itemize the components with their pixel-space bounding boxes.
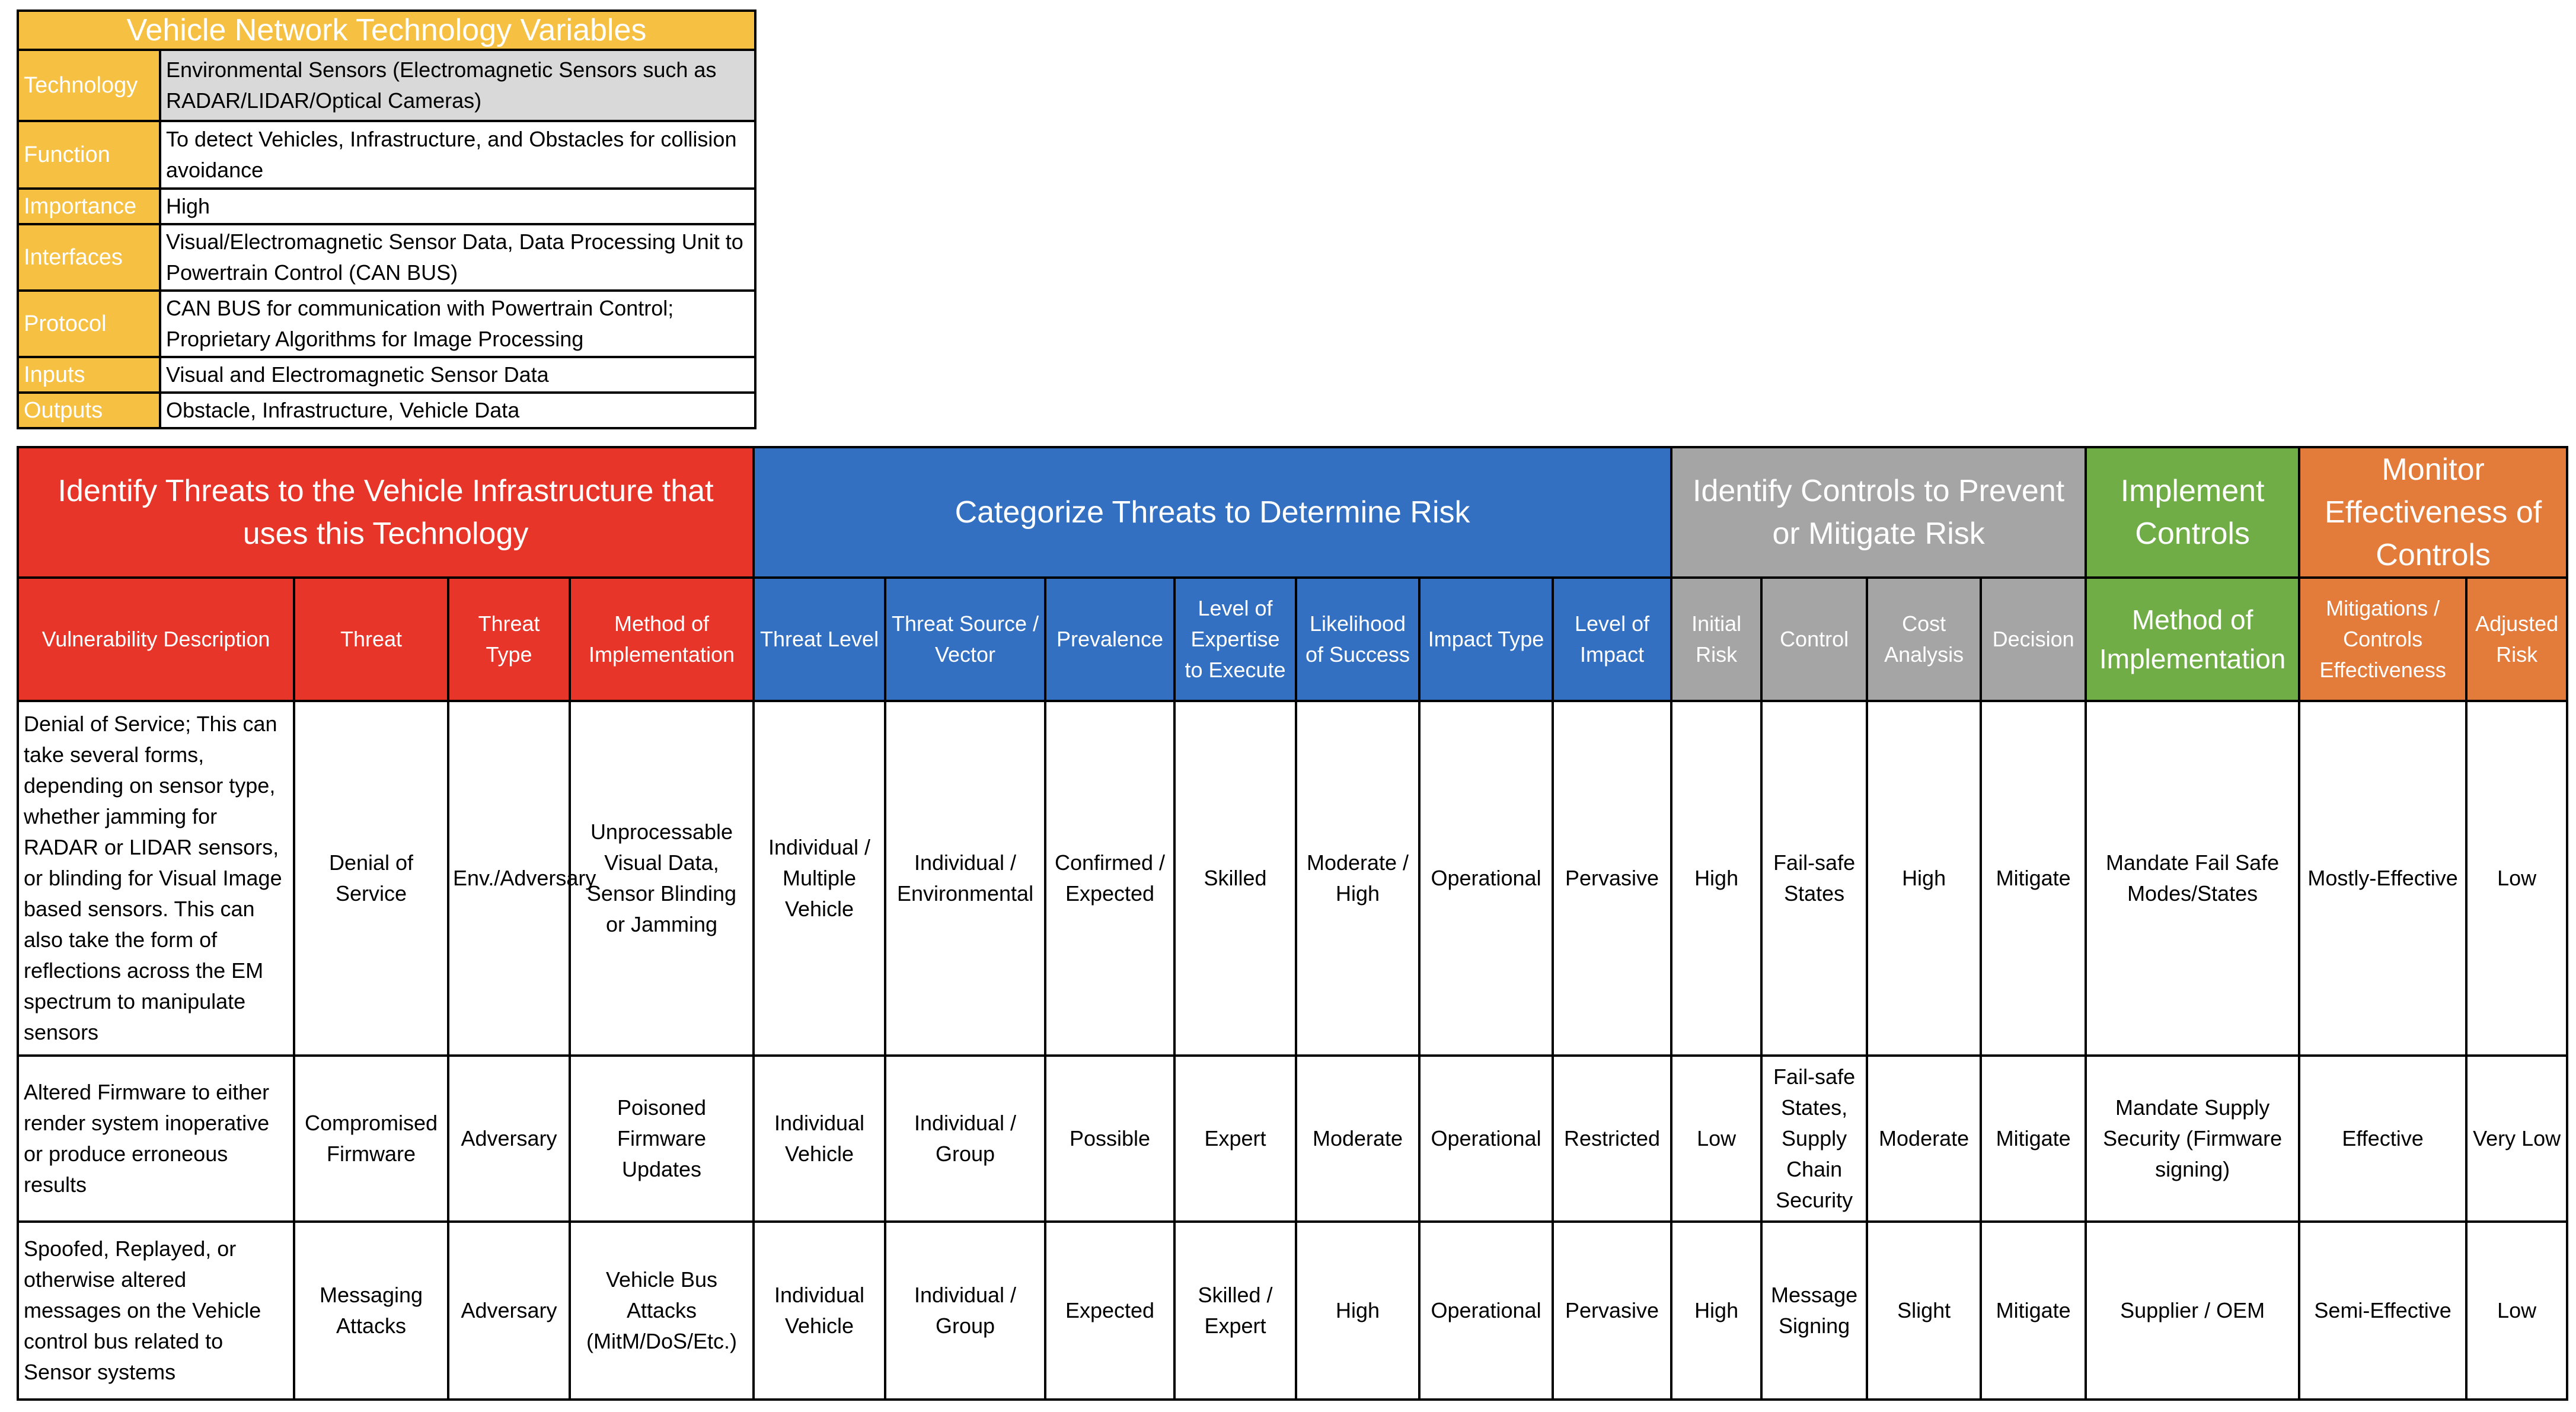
table-cell: Env./Adversary [448,701,570,1056]
table-cell: Moderate / High [1296,701,1419,1056]
table-cell: High [1671,701,1761,1056]
table-cell: Expert [1174,1056,1296,1222]
table-cell: High [1671,1222,1761,1400]
table-cell: Very Low [2466,1056,2567,1222]
table-cell: Denial of Service; This can take several forms, depending on sensor type, whether jamming for RADAR or LIDAR sensors, or blinding for Visual Image based sensors. This can also take the form of reflections across the EM spectrum to manipulate sensors [18,701,294,1056]
table-cell: Low [2466,1222,2567,1400]
table-row [18,1056,2567,1222]
table-cell: Vehicle Bus Attacks (MitM/DoS/Etc.) [570,1222,754,1400]
table-cell: Compromised Firmware [294,1056,448,1222]
table-cell: Effective [2299,1056,2466,1222]
table-cell: Slight [1867,1222,1981,1400]
variable-label: Interfaces [18,224,160,291]
column-header: Threat Source / Vector [885,578,1045,701]
table-cell: Fail-safe States, Supply Chain Security [1761,1056,1867,1222]
table-cell: Individual Vehicle [754,1056,885,1222]
table-cell: Operational [1419,1222,1553,1400]
table-cell: Operational [1419,1056,1553,1222]
variable-label: Importance [18,189,160,224]
table-cell: Moderate [1867,1056,1981,1222]
table-cell: Moderate [1296,1056,1419,1222]
table-cell: Individual / Group [885,1056,1045,1222]
table-cell: Adversary [448,1056,570,1222]
variable-label: Function [18,121,160,189]
table-cell: Individual / Group [885,1222,1045,1400]
section-header-identify-threats: Identify Threats to the Vehicle Infrastructure that uses this Technology [18,447,754,578]
table-cell: Skilled / Expert [1174,1222,1296,1400]
table-cell: Restricted [1553,1056,1671,1222]
variable-value: High [160,189,755,224]
table-cell: Low [2466,701,2567,1056]
table-cell: Fail-safe States [1761,701,1867,1056]
table-cell: Adversary [448,1222,570,1400]
variable-label: Outputs [18,393,160,428]
table-cell: Individual / Environmental [885,701,1045,1056]
table-cell: Individual Vehicle [754,1222,885,1400]
table-cell: Mitigate [1981,1222,2086,1400]
threat-assessment-table [17,446,2568,1401]
column-header: Vulnerability Description [18,578,294,701]
variable-value: Environmental Sensors (Electromagnetic Sensors such as RADAR/LIDAR/Optical Cameras) [160,50,755,121]
table-cell: Denial of Service [294,701,448,1056]
table-cell: Possible [1045,1056,1174,1222]
column-header: Cost Analysis [1867,578,1981,701]
table-cell: Expected [1045,1222,1174,1400]
table-cell: High [1867,701,1981,1056]
table-cell: Operational [1419,701,1553,1056]
table-cell: Mandate Supply Security (Firmware signing) [2086,1056,2299,1222]
variable-label: Technology [18,50,160,121]
column-header: Mitigations / Controls Effectiveness [2299,578,2466,701]
variable-value: To detect Vehicles, Infrastructure, and Obstacles for collision avoidance [160,121,755,189]
variable-label: Protocol [18,291,160,357]
column-header: Initial Risk [1671,578,1761,701]
column-header: Prevalence [1045,578,1174,701]
column-header: Decision [1981,578,2086,701]
table-row [18,701,2567,1056]
table-cell: Supplier / OEM [2086,1222,2299,1400]
table-cell: Spoofed, Replayed, or otherwise altered messages on the Vehicle control bus related to Sensor systems [18,1222,294,1400]
variable-value: Visual and Electromagnetic Sensor Data [160,357,755,393]
column-header: Threat Level [754,578,885,701]
table-cell: Semi-Effective [2299,1222,2466,1400]
column-header: Threat Type [448,578,570,701]
variables-table-title: Vehicle Network Technology Variables [18,11,755,50]
section-header-monitor-effectiveness: Monitor Effectiveness of Controls [2299,447,2567,578]
table-cell: Altered Firmware to either render system inoperative or produce erroneous results [18,1056,294,1222]
table-cell: Pervasive [1553,701,1671,1056]
column-header: Likelihood of Success [1296,578,1419,701]
technology-variables-table [17,9,756,429]
section-header-identify-controls: Identify Controls to Prevent or Mitigate Risk [1671,447,2086,578]
variable-value: CAN BUS for communication with Powertrain Control; Proprietary Algorithms for Image Processing [160,291,755,357]
table-cell: Confirmed / Expected [1045,701,1174,1056]
column-header: Control [1761,578,1867,701]
table-cell: Low [1671,1056,1761,1222]
column-header: Level of Impact [1553,578,1671,701]
table-cell: Mitigate [1981,701,2086,1056]
table-cell: Skilled [1174,701,1296,1056]
column-header: Method of Implementation [570,578,754,701]
column-header: Method of Implementation [2086,578,2299,701]
table-cell: Unprocessable Visual Data, Sensor Blinding or Jamming [570,701,754,1056]
table-cell: Messaging Attacks [294,1222,448,1400]
variable-value: Obstacle, Infrastructure, Vehicle Data [160,393,755,428]
table-cell: Mandate Fail Safe Modes/States [2086,701,2299,1056]
column-header: Threat [294,578,448,701]
section-header-implement-controls: Implement Controls [2086,447,2299,578]
table-cell: Mostly-Effective [2299,701,2466,1056]
table-cell: Mitigate [1981,1056,2086,1222]
section-header-categorize-threats: Categorize Threats to Determine Risk [754,447,1671,578]
table-cell: Message Signing [1761,1222,1867,1400]
variable-value: Visual/Electromagnetic Sensor Data, Data Processing Unit to Powertrain Control (CAN BUS) [160,224,755,291]
table-row [18,1222,2567,1400]
column-header: Adjusted Risk [2466,578,2567,701]
table-cell: Pervasive [1553,1222,1671,1400]
table-cell: High [1296,1222,1419,1400]
table-cell: Poisoned Firmware Updates [570,1056,754,1222]
variable-label: Inputs [18,357,160,393]
table-cell: Individual / Multiple Vehicle [754,701,885,1056]
column-header: Level of Expertise to Execute [1174,578,1296,701]
column-header: Impact Type [1419,578,1553,701]
